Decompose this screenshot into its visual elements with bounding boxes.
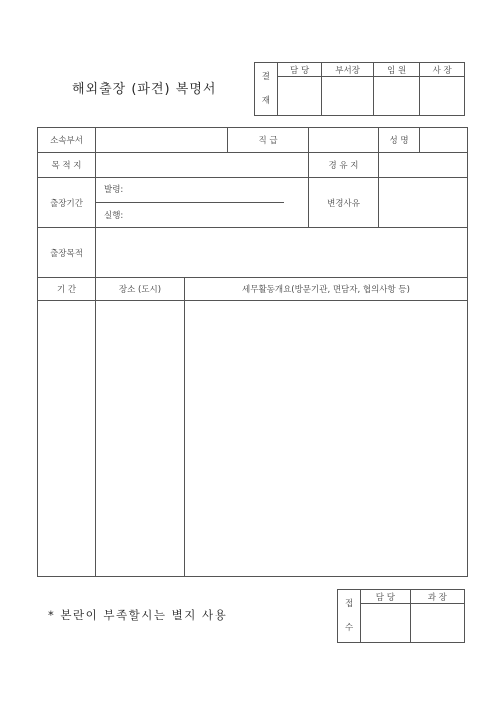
dept-field[interactable] [96,128,228,153]
receipt-col-section-chief: 과 장 [410,590,464,604]
col-header-activities: 세무활동개요(방문기관, 면담자, 협의사항 등) [185,278,468,301]
purpose-label: 출장목적 [38,228,96,278]
receipt-sign-section-chief[interactable] [410,604,464,643]
purpose-field[interactable] [96,228,468,278]
dept-label: 소속부서 [38,128,96,153]
period-field [96,178,309,228]
receipt-box [337,589,465,643]
change-reason-label: 변경사유 [309,178,379,228]
transit-field[interactable] [379,153,468,178]
approval-side-bottom: 재 [261,96,271,106]
rank-label: 직 급 [228,128,309,153]
approval-side-top: 결 [261,72,271,82]
approval-sign-executive[interactable] [373,77,420,116]
period-label: 출장기간 [38,178,96,228]
approval-sign-staff[interactable] [277,77,322,116]
period-column-body[interactable] [38,301,96,577]
report-form [37,127,468,577]
col-header-place: 장소 (도시) [96,278,185,301]
approval-sign-dept-head[interactable] [322,77,373,116]
destination-label: 목 적 지 [38,153,96,178]
name-cell [379,128,468,153]
document-title: 해외출장 (파견) 복명서 [72,82,217,97]
approval-col-dept-head: 부서장 [322,63,373,77]
footnote: * 본란이 부족할시는 별지 사용 [48,608,228,622]
approval-side-label [255,63,278,116]
approval-sign-president[interactable] [420,77,465,116]
receipt-side-bottom: 수 [344,623,354,633]
col-header-period: 기 간 [38,278,96,301]
rank-field[interactable] [309,128,379,153]
name-field[interactable] [420,128,467,152]
place-column-body[interactable] [96,301,185,577]
approval-col-staff: 담 당 [277,63,322,77]
receipt-sign-staff[interactable] [361,604,410,643]
destination-field[interactable] [96,153,309,178]
issued-label[interactable]: 발령: [96,178,284,203]
activities-column-body[interactable] [185,301,468,577]
change-reason-field[interactable] [379,178,468,228]
receipt-side-top: 접 [344,599,354,609]
receipt-col-staff: 담 당 [361,590,410,604]
receipt-side-label [338,590,361,643]
actual-label[interactable]: 실행: [104,211,124,221]
approval-col-executive: 임 원 [373,63,420,77]
approval-box [254,62,465,116]
transit-label: 경 유 지 [309,153,379,178]
approval-col-president: 사 장 [420,63,465,77]
name-label: 성 명 [379,128,420,152]
